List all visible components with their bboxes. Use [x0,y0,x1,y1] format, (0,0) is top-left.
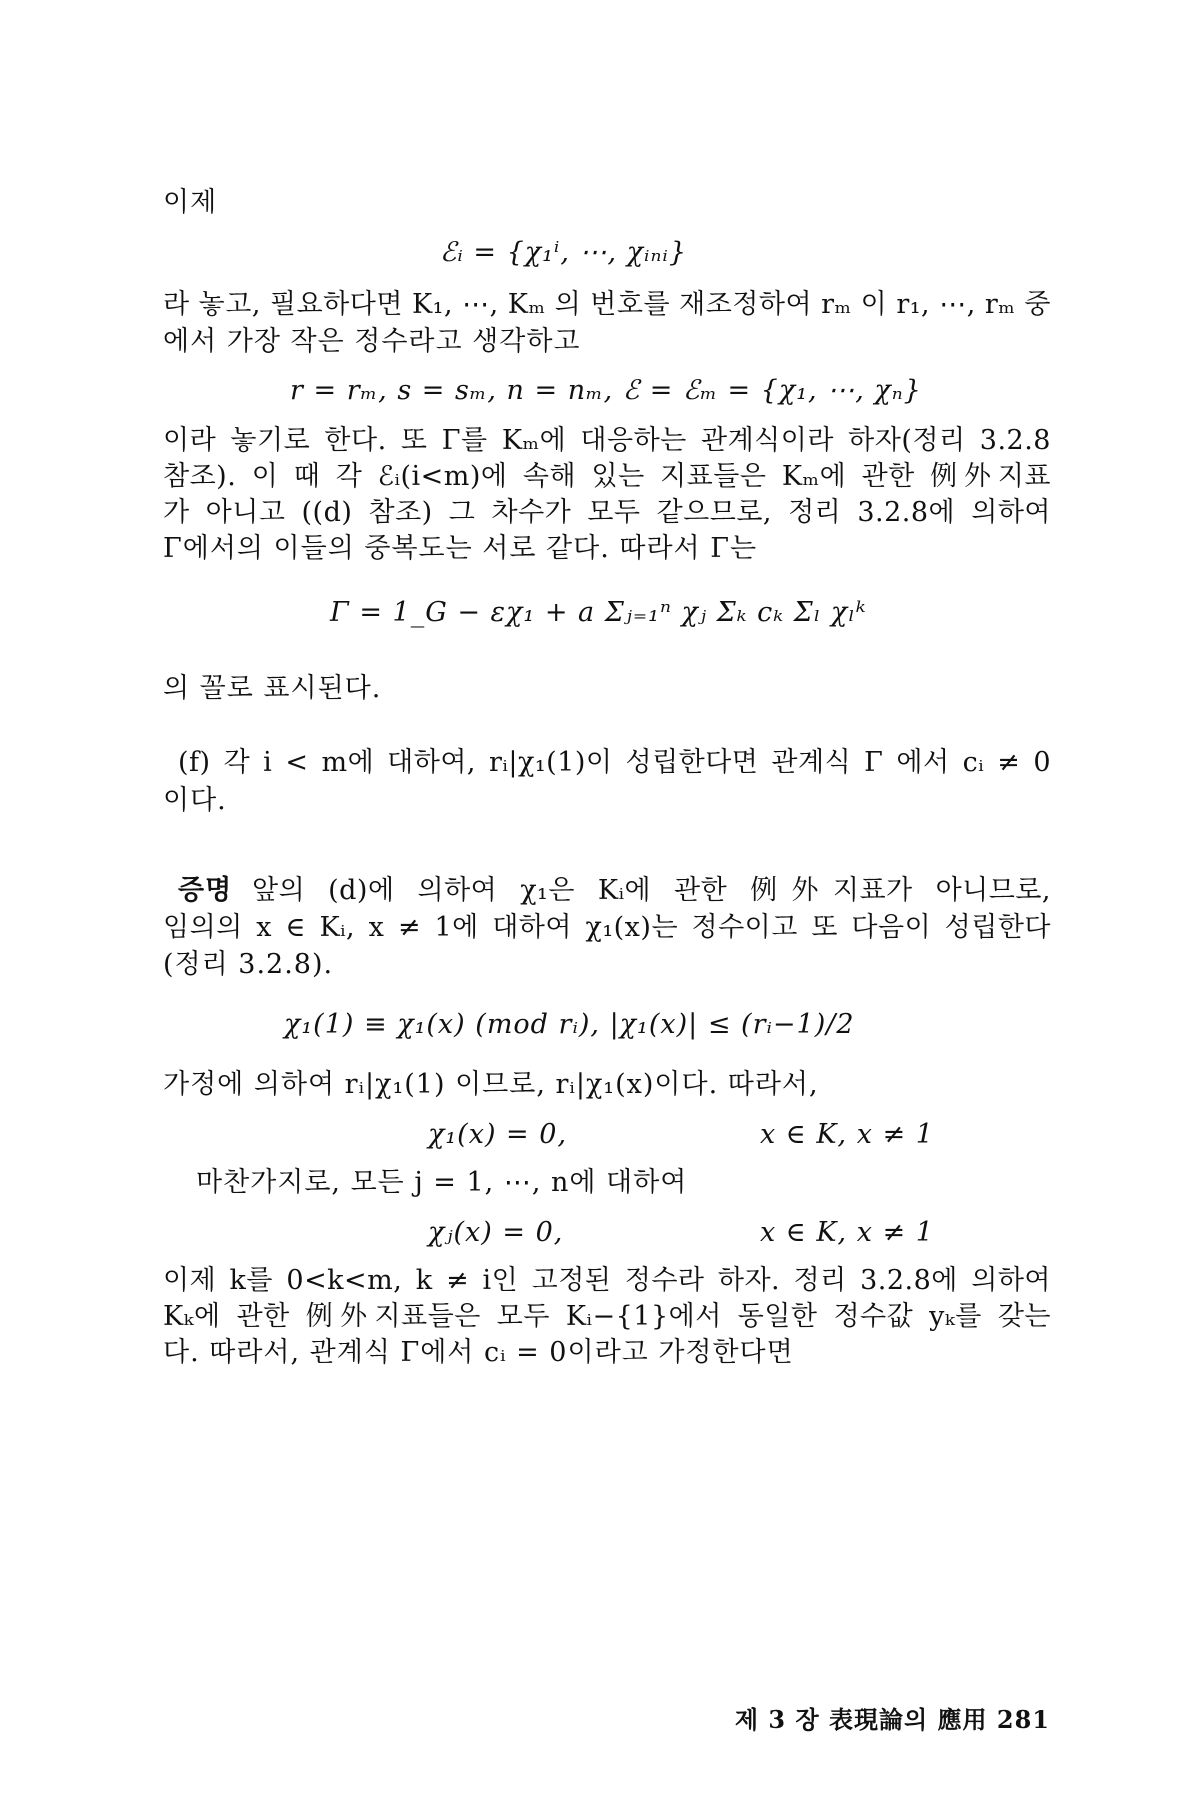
text-line: 의 꼴로 표시된다. [163,673,382,704]
text-line: 마찬가지로, 모든 j = 1, ⋯, n에 대하여 [196,1167,688,1198]
text-line: 참조). 이 때 각 ℰᵢ(i<m)에 속해 있는 지표들은 Kₘ에 관한 例外지표 [163,461,1051,492]
text-line: 가 아니고 ((d) 참조) 그 차수가 모두 같으므로, 정리 3.2.8에 의하여 [163,497,1051,528]
text-line: (정리 3.2.8). [163,949,334,980]
text-line: 가정에 의하여 rᵢ|χ₁(1) 이므로, rᵢ|χ₁(x)이다. 따라서, [163,1069,819,1100]
equation-character-set: ℰᵢ = {χ₁ⁱ, ⋯, χᵢₙᵢ} [440,237,688,268]
text-line: 임의의 x ∈ Kᵢ, x ≠ 1에 대하여 χ₁(x)는 정수이고 또 다음이 성립한다 [163,912,1051,943]
equation-condition: x ∈ K, x ≠ 1 [760,1119,934,1150]
equation-congruence: χ₁(1) ≡ χ₁(x) (mod rᵢ), |χ₁(x)| ≤ (rᵢ−1)/2 [284,1009,855,1040]
text-line: 라 놓고, 필요하다면 K₁, ⋯, Kₘ 의 번호를 재조정하여 rₘ 이 r₁, ⋯, rₘ 중 [163,289,1052,320]
text-line: 다. 따라서, 관계식 Γ에서 cᵢ = 0이라고 가정한다면 [163,1337,794,1368]
text-line: 이다. [163,785,227,816]
proof-label: 증명 [178,875,233,906]
text-line: 이제 [163,187,218,218]
equation-definitions: r = rₘ, s = sₘ, n = nₘ, ℰ = ℰₘ = {χ₁, ⋯, χₙ} [290,375,922,406]
statement-f: (f) 각 i < m에 대하여, rᵢ|χ₁(1)이 성립한다면 관계식 Γ 에서 cᵢ ≠ 0 [178,747,1051,778]
equation-condition: x ∈ K, x ≠ 1 [760,1217,934,1248]
text-line: 이라 놓기로 한다. 또 Γ를 Kₘ에 대응하는 관계식이라 하자(정리 3.2.8 [163,425,1051,456]
text-line: 에서 가장 작은 정수라고 생각하고 [163,326,581,357]
equation-gamma: Γ = 1_G − εχ₁ + a Σⱼ₌₁ⁿ χⱼ Σₖ cₖ Σₗ χₗᵏ [330,597,867,628]
text-line: Γ에서의 이들의 중복도는 서로 같다. 따라서 Γ는 [163,533,758,564]
equation-chi1-zero: χ₁(x) = 0, [428,1119,568,1150]
page-footer: 제 3 장 表現論의 應用 281 [734,1705,1050,1734]
text-line: Kₖ에 관한 例外지표들은 모두 Kᵢ−{1}에서 동일한 정수값 yₖ를 갖는 [163,1301,1051,1332]
text-line: 앞의 (d)에 의하여 χ₁은 Kᵢ에 관한 例外지표가 아니므로, [252,875,1051,906]
equation-chij-zero: χⱼ(x) = 0, [428,1217,564,1248]
text-line: 이제 k를 0<k<m, k ≠ i인 고정된 정수라 하자. 정리 3.2.8에 의하여 [163,1265,1051,1296]
